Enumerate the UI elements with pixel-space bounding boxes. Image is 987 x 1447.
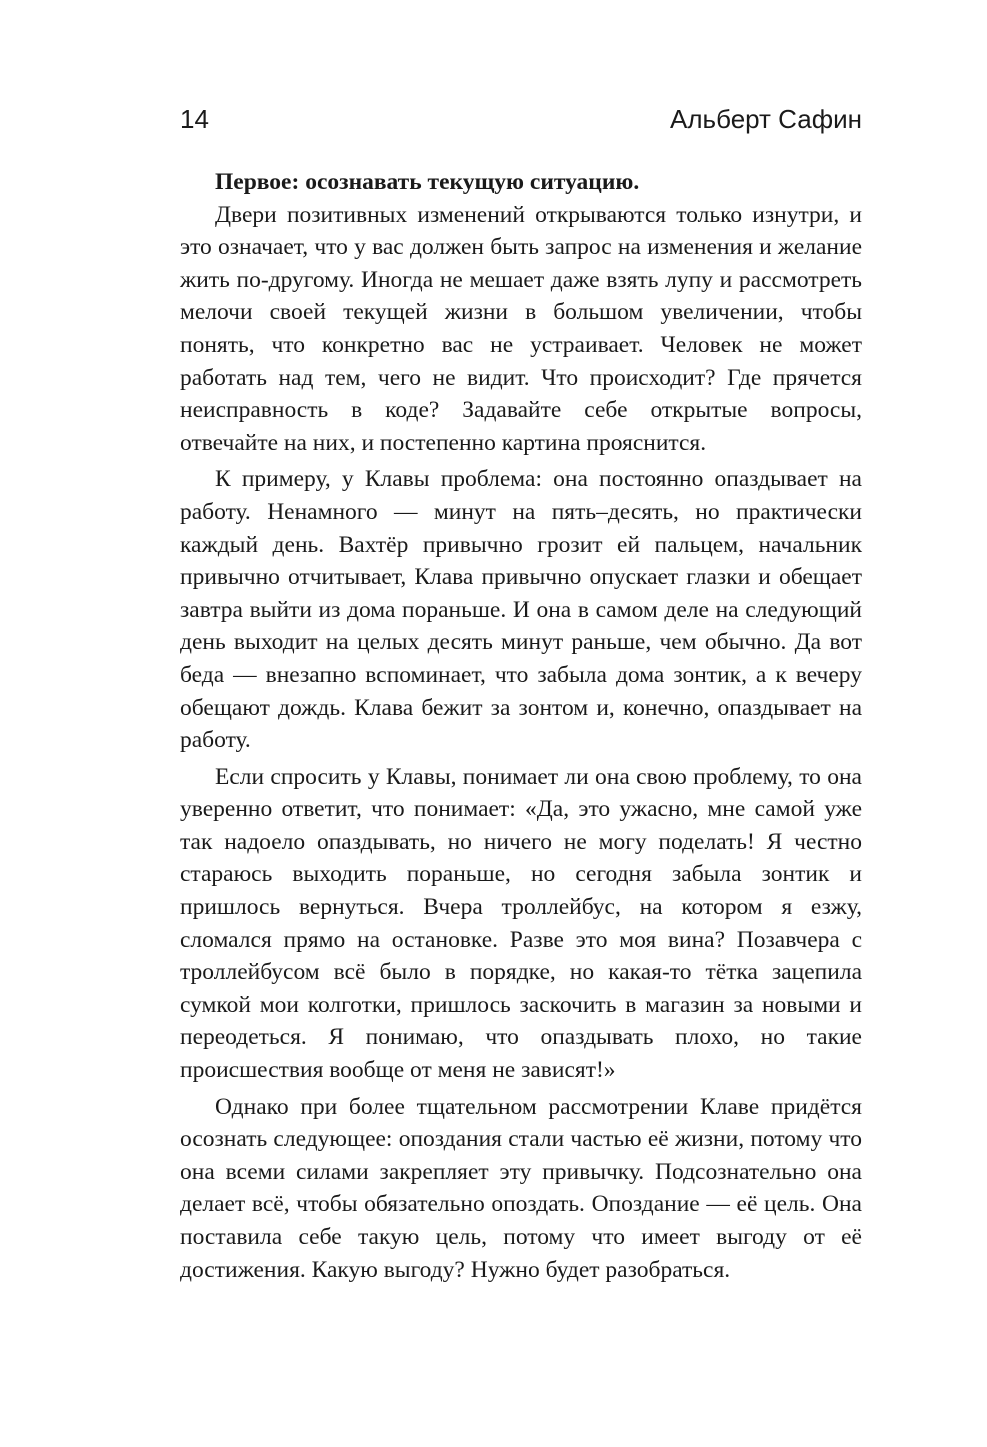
paragraph: Однако при более тщательном рассмотрении Клаве придётся осознать следующее: опоздания стали частью её жизни, потому что она всеми силами закрепляет эту привычку. Подсознательно она делает всё, чтобы обязательно опоздать. Опоздание — её цель. Она поставила себе такую цель, потому что имеет выгоду от её достижения. Какую выгоду? Нужно будет разобраться. [180,1093,862,1283]
page-number: 14 [180,104,209,134]
section-heading: Первое: осознавать текущую ситуацию. [215,169,640,195]
paragraph: Двери позитивных изменений открываются только изнутри, и это означает, что у вас должен быть запрос на изменения и желание жить по-другому. Иногда не мешает даже взять лупу и рассмотреть мелочи своей текущей жизни в большом увеличении, чтобы понять, что конкретно вас не устраивает. Человек не может работать над тем, чего не видит. Что происходит? Где прячется неисправность в коде? Задавайте себе открытые вопросы, отвечайте на них, и постепенно картина прояснится. [180,201,862,456]
running-header [180,104,862,144]
paragraph: К примеру, у Клавы проблема: она постоянно опаздывает на работу. Ненамного — минут на пять–десять, но практически каждый день. Вахтёр привычно грозит ей пальцем, начальник привычно отчитывает, Клава привычно опускает глазки и обещает завтра выйти из дома пораньше. И она в самом деле на следующий день выходит на целых десять минут раньше, чем обычно. Да вот беда — внезапно вспоминает, что забыла дома зонтик, а к вечеру обещают дождь. Клава бежит за зонтом и, конечно, опаздывает на работу. [180,466,862,754]
paragraph: Если спросить у Клавы, понимает ли она свою проблему, то она уверенно ответит, что понимает: «Да, это ужасно, мне самой уже так надоело опаздывать, но ничего не могу поделать! Я честно стараюсь выходить пораньше, но сегодня забыла зонтик и пришлось вернуться. Вчера троллейбус, на котором я езжу, сломался прямо на остановке. Разве это моя вина? Позавчера с троллейбусом всё было в порядке, но какая-то тётка зацепила сумкой мои колготки, пришлось заскочить в магазин за новыми и переодеться. Я понимаю, что опаздывать плохо, но такие происшествия вообще от меня не зависят!» [180,763,862,1084]
body-text [180,166,862,1286]
author-name: Альберт Сафин [670,104,862,134]
